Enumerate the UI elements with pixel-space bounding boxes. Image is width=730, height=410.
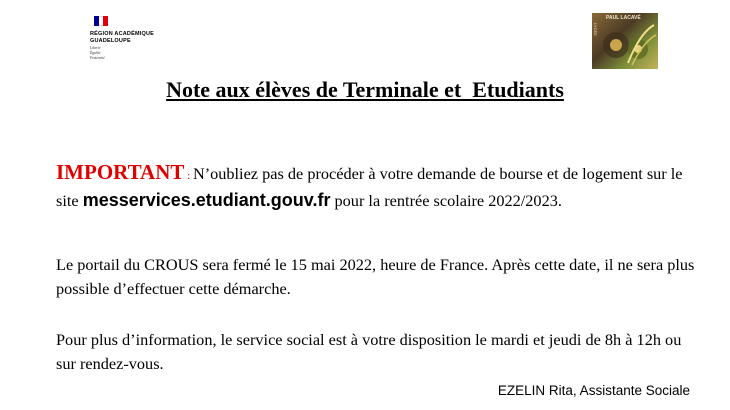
lycee-paul-lacave-logo (592, 13, 658, 69)
paragraph-crous-closure: Le portail du CROUS sera fermé le 15 mai 2022, heure de France. Après cette date, il ne sera plus possible d’effectuer cette démarche. (56, 255, 695, 298)
important-colon: : (184, 170, 193, 182)
important-label: IMPORTANT (56, 160, 185, 184)
logo-line2: GUADELOUPE (90, 38, 131, 44)
signature: EZELIN Rita, Assistante Sociale (497, 383, 690, 398)
paragraph-important (56, 160, 696, 213)
page-title: Note aux élèves de Terminale et Etudiants (166, 77, 564, 102)
motto-egalite: Égalité (90, 51, 101, 55)
paragraph-service-social: Pour plus d’information, le service social est à votre disposition le mardi et jeudi de 8h à 12h ou sur rendez-vous. (56, 330, 682, 373)
paragraph1-text: N’oubliez pas de procéder à votre demande de bourse et de logement sur le site (56, 164, 683, 210)
logo-line1: RÉGION ACADÉMIQUE (90, 31, 155, 37)
paragraph1-text-end: pour la rentrée scolaire 2022/2023. (330, 191, 562, 210)
region-academique-logo (90, 16, 200, 66)
french-flag-icon (94, 16, 108, 26)
motto-fraternite: Fraternité (90, 56, 105, 60)
logo-right-label: PAUL LACAVÉ (606, 15, 641, 21)
motto-liberte: Liberté (90, 46, 101, 50)
messervices-link[interactable]: messervices.etudiant.gouv.fr (82, 190, 331, 210)
gears-emblem-icon (592, 13, 658, 69)
logo-right-side-text: LYCÉE (593, 23, 598, 36)
